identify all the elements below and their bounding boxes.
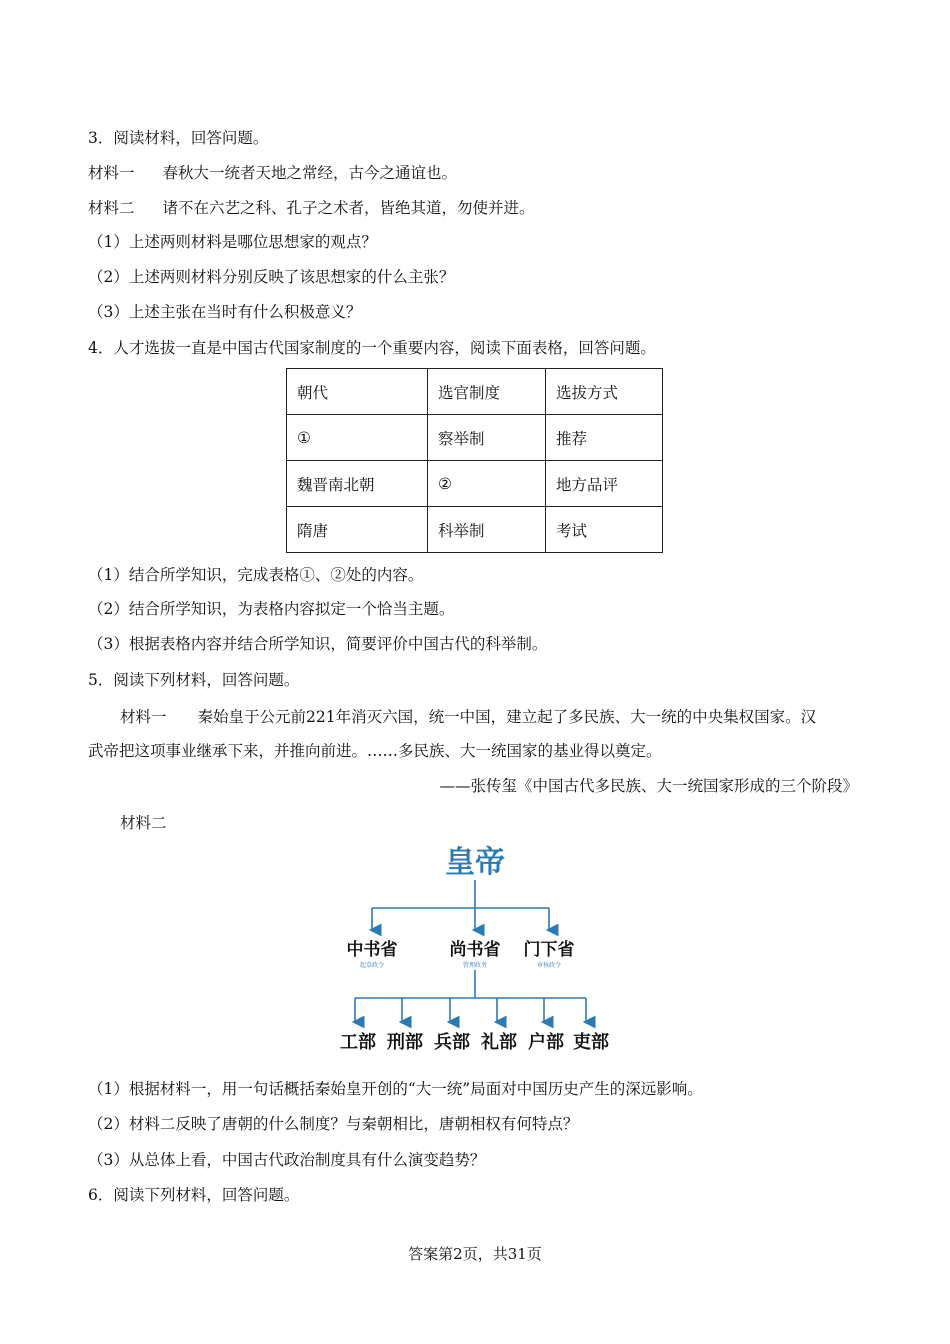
- q3-m1-label: 材料一: [88, 164, 135, 182]
- q3-m2-label: 材料二: [88, 199, 135, 217]
- diagram-dept-note: 管理政务: [462, 962, 488, 969]
- q3-m1-text: 春秋大一统者天地之常经，古今之通谊也。: [162, 164, 458, 182]
- table-row: [287, 415, 663, 461]
- table-cell: 考试: [546, 507, 663, 553]
- table-cell: 科举制: [428, 507, 546, 553]
- table-header-cell: 朝代: [287, 369, 428, 415]
- q3-material-2: [88, 197, 535, 219]
- diagram-svg: [330, 838, 630, 1060]
- q3-sub-2: （2）上述两则材料分别反映了该思想家的什么主张？: [88, 268, 455, 286]
- table-cell: 察举制: [428, 415, 546, 461]
- diagram-dept-note: 起草政令: [359, 962, 385, 969]
- selection-table: [286, 368, 663, 553]
- table-row: [287, 461, 663, 507]
- diagram-ministry: 吏部: [573, 1032, 609, 1053]
- table-cell: 隋唐: [287, 507, 428, 553]
- table-header-row: [287, 369, 663, 415]
- diagram-ministry: 工部: [340, 1032, 376, 1053]
- three-departments-diagram: [330, 838, 630, 1060]
- q4-sub-3: （3）根据表格内容并结合所学知识，简要评价中国古代的科举制。: [88, 635, 548, 653]
- q3-sub-1: （1）上述两则材料是哪位思想家的观点？: [88, 233, 377, 251]
- diagram-dept: 中书省: [346, 940, 398, 960]
- q3-sub-3: （3）上述主张在当时有什么积极意义？: [88, 303, 362, 321]
- diagram-ministry: 兵部: [434, 1032, 470, 1053]
- q5-material-1-line-2: 武帝把这项事业继承下来，并推向前进。……多民族、大一统国家的基业得以奠定。: [88, 742, 662, 760]
- table-header-cell: 选拔方式: [546, 369, 663, 415]
- diagram-ministry: 户部: [528, 1032, 564, 1053]
- q5-title: 5．阅读下列材料，回答问题。: [88, 671, 300, 689]
- diagram-dept-note: 审核政令: [536, 962, 562, 969]
- q5-sub-2: （2）材料二反映了唐朝的什么制度？与秦朝相比，唐朝相权有何特点？: [88, 1115, 579, 1133]
- q4-sub-1: （1）结合所学知识，完成表格①、②处的内容。: [88, 566, 424, 584]
- table-cell: 地方品评: [546, 461, 663, 507]
- diagram-dept: 门下省: [523, 940, 575, 960]
- table-header-cell: 选官制度: [428, 369, 546, 415]
- diagram-dept: 尚书省: [449, 940, 501, 960]
- diagram-ministry: 刑部: [387, 1032, 423, 1053]
- table-cell: ②: [428, 461, 546, 507]
- q4-title: 4．人才选拔一直是中国古代国家制度的一个重要内容，阅读下面表格，回答问题。: [88, 339, 656, 357]
- q4-sub-2: （2）结合所学知识，为表格内容拟定一个恰当主题。: [88, 600, 455, 618]
- q6-title: 6．阅读下列材料，回答问题。: [88, 1186, 300, 1204]
- q5-sub-1: （1）根据材料一，用一句话概括秦始皇开创的“大一统”局面对中国历史产生的深远影响。: [88, 1080, 703, 1098]
- diagram-ministry: 礼部: [481, 1032, 517, 1053]
- q3-m2-text: 诸不在六艺之科、孔子之术者，皆绝其道，勿使并进。: [162, 199, 535, 217]
- q3-material-1: [88, 162, 457, 184]
- q5-material-1-source: ——张传玺《中国古代多民族、大一统国家形成的三个阶段》: [439, 777, 858, 795]
- q5-material-2-label: 材料二: [120, 814, 167, 832]
- table-cell: 魏晋南北朝: [287, 461, 428, 507]
- table-cell: ①: [287, 415, 428, 461]
- page-footer: 答案第2页，共31页: [408, 1245, 542, 1263]
- q3-title: 3．阅读材料，回答问题。: [88, 129, 269, 147]
- diagram-emperor: 皇帝: [445, 845, 505, 880]
- q5-material-1-line-1: 材料一 秦始皇于公元前221年消灭六国，统一中国，建立起了多民族、大一统的中央集权国家。汉: [120, 708, 817, 726]
- table-cell: 推荐: [546, 415, 663, 461]
- q5-sub-3: （3）从总体上看，中国古代政治制度具有什么演变趋势？: [88, 1151, 486, 1169]
- table-row: [287, 507, 663, 553]
